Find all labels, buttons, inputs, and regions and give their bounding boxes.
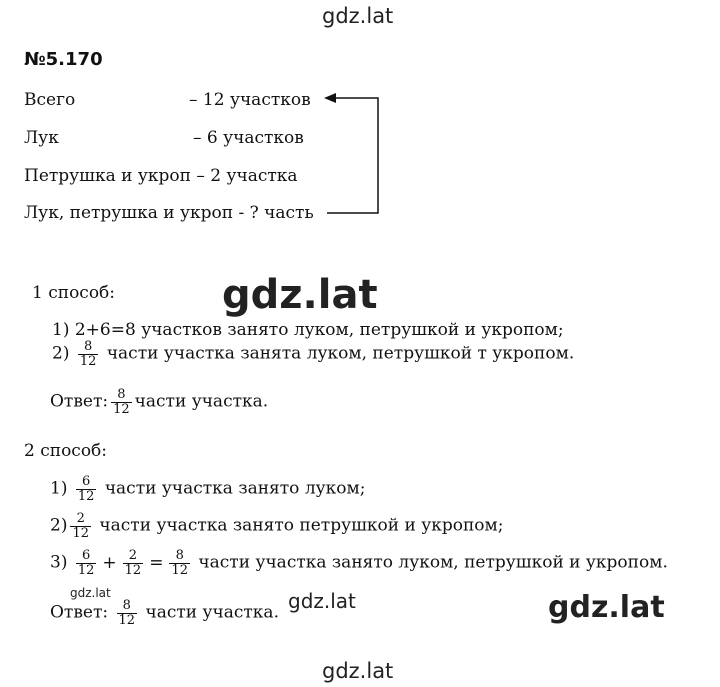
watermark-bottom: gdz.lat — [322, 659, 394, 683]
watermark-small: gdz.lat — [70, 586, 111, 600]
fraction: $\frac{6}{12}$ — [77, 548, 95, 578]
fraction: $\frac{8}{12}$ — [79, 339, 97, 369]
method1-step1: 1) 2+6=8 участков занято луком, петрушкой и укропом; — [52, 320, 564, 340]
watermark-mid: gdz.lat — [288, 589, 356, 613]
method1-answer: Ответ: $\frac{8}{12}$ части участка. — [50, 387, 269, 417]
method2-step2: 2) $\frac{2}{12}$ части участка занято петрушкой и укропом; — [50, 511, 504, 541]
method1-heading: 1 способ: — [32, 283, 116, 303]
watermark-right: gdz.lat — [548, 590, 665, 625]
condition-onion-value: – 6 участков — [193, 128, 304, 148]
condition-onion-label: Лук — [24, 128, 59, 148]
fraction: $\frac{8}{12}$ — [171, 548, 188, 578]
method2-step1: 1) $\frac{6}{12}$ части участка занято луком; — [50, 474, 366, 504]
fraction: $\frac{8}{12}$ — [113, 387, 130, 417]
condition-total-value: – 12 участков — [189, 90, 311, 110]
method2-step3: 3) $\frac{6}{12}$ + $\frac{2}{12}$ = $\frac{8}{12}$ части участка занято луком, петрушкой и укропом. — [50, 548, 668, 578]
fraction: $\frac{2}{12}$ — [72, 511, 89, 541]
watermark-big: gdz.lat — [222, 272, 378, 318]
fraction: $\frac{8}{12}$ — [118, 598, 136, 628]
condition-question: Лук, петрушка и укроп - ? часть — [24, 203, 314, 223]
condition-parsley: Петрушка и укроп – 2 участка — [24, 166, 298, 186]
condition-total-label: Всего — [24, 90, 76, 110]
method1-step2: 2) $\frac{8}{12}$ части участка занята луком, петрушкой т укропом. — [52, 339, 575, 369]
problem-number: №5.170 — [24, 49, 103, 70]
method2-heading: 2 способ: — [24, 441, 108, 461]
fraction: $\frac{6}{12}$ — [77, 474, 95, 504]
method2-answer: Ответ: $\frac{8}{12}$ части участка. — [50, 598, 279, 628]
watermark-top: gdz.lat — [322, 4, 394, 28]
fraction: $\frac{2}{12}$ — [124, 548, 142, 578]
